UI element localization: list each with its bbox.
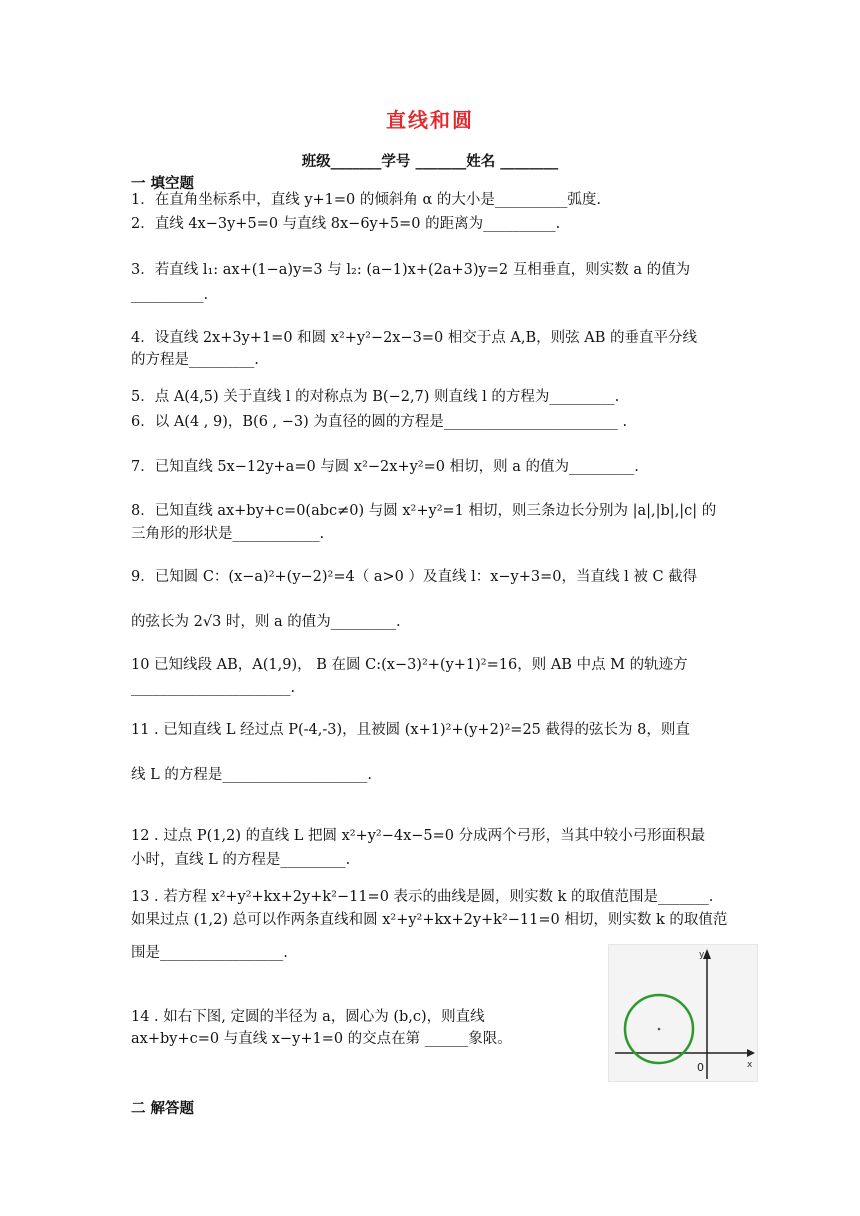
- student-info-line: 班级_______学号 _______姓名 ________: [301, 154, 559, 170]
- section-heading-solve: 二 解答题: [131, 1101, 195, 1117]
- question-13-cont2: 围是_________________.: [131, 945, 288, 961]
- y-axis-label: y: [699, 950, 705, 960]
- question-5: 5．点 A(4,5) 关于直线 l 的对称点为 B(−2,7) 则直线 l 的方程为_________.: [131, 389, 620, 405]
- question-3: 3．若直线 l₁: ax+(1−a)y=3 与 l₂: (a−1)x+(2a+3)y=2 互相垂直，则实数 a 的值为: [131, 262, 691, 278]
- question-2: 2．直线 4x−3y+5=0 与直线 8x−6y+5=0 的距离为__________.: [131, 216, 561, 232]
- section-heading-fill-blank: 一 填空题: [131, 176, 195, 192]
- question-8-cont: 三角形的形状是____________.: [131, 526, 325, 542]
- question-8: 8．已知直线 ax+by+c=0(abc≠0) 与圆 x²+y²=1 相切，则三条边长分别为 |a|,|b|,|c| 的: [131, 503, 717, 519]
- question-11-cont: 线 L 的方程是____________________.: [131, 767, 372, 783]
- question-13: 13 . 若方程 x²+y²+kx+2y+k²−11=0 表示的曲线是圆，则实数 k 的取值范围是_______.: [131, 889, 714, 905]
- question-11: 11 . 已知直线 L 经过点 P(-4,-3)，且被圆 (x+1)²+(y+2)²=25 截得的弦长为 8，则直: [131, 722, 690, 738]
- question-9: 9．已知圆 C：(x−a)²+(y−2)²=4（ a>0 ）及直线 l：x−y+3=0，当直线 l 被 C 截得: [131, 569, 698, 585]
- circle-axis-figure: [608, 944, 758, 1082]
- question-10: 10 已知线段 AB，A(1,9)， B 在圆 C:(x−3)²+(y+1)²=16，则 AB 中点 M 的轨迹方: [131, 657, 688, 673]
- question-7: 7．已知直线 5x−12y+a=0 与圆 x²−2x+y²=0 相切，则 a 的值为_________.: [131, 459, 639, 475]
- x-axis-arrow: [747, 1049, 755, 1057]
- question-3-cont: __________.: [131, 287, 209, 303]
- question-14: 14 . 如右下图, 定圆的半径为 a，圆心为 (b,c)，则直线: [131, 1009, 485, 1025]
- question-1: 1．在直角坐标系中，直线 y+1=0 的倾斜角 α 的大小是__________弧度.: [131, 192, 602, 208]
- question-14-cont: ax+by+c=0 与直线 x−y+1=0 的交点在第 ______象限。: [131, 1031, 512, 1047]
- question-9-cont: 的弦长为 2√3 时，则 a 的值为_________.: [131, 614, 401, 630]
- question-12-cont: 小时，直线 L 的方程是_________.: [131, 852, 351, 868]
- x-axis-label: x: [747, 1060, 753, 1070]
- document-title: 直线和圆: [386, 108, 474, 132]
- figure-svg: [609, 945, 757, 1081]
- question-12: 12 . 过点 P(1,2) 的直线 L 把圆 x²+y²−4x−5=0 分成两个弓形，当其中较小弓形面积最: [131, 828, 706, 844]
- question-13-cont: 如果过点 (1,2) 总可以作两条直线和圆 x²+y²+kx+2y+k²−11=0 相切，则实数 k 的取值范: [131, 912, 728, 928]
- question-6: 6．以 A(4 , 9)，B(6 , −3) 为直径的圆的方程是________________________ .: [131, 414, 628, 430]
- question-10-cont: ______________________.: [131, 680, 296, 696]
- circle-center: [658, 1028, 661, 1031]
- origin-label: 0: [697, 1061, 704, 1074]
- question-4: 4．设直线 2x+3y+1=0 和圆 x²+y²−2x−3=0 相交于点 A,B，则弦 AB 的垂直平分线: [131, 330, 698, 346]
- question-4-cont: 的方程是_________.: [131, 352, 259, 368]
